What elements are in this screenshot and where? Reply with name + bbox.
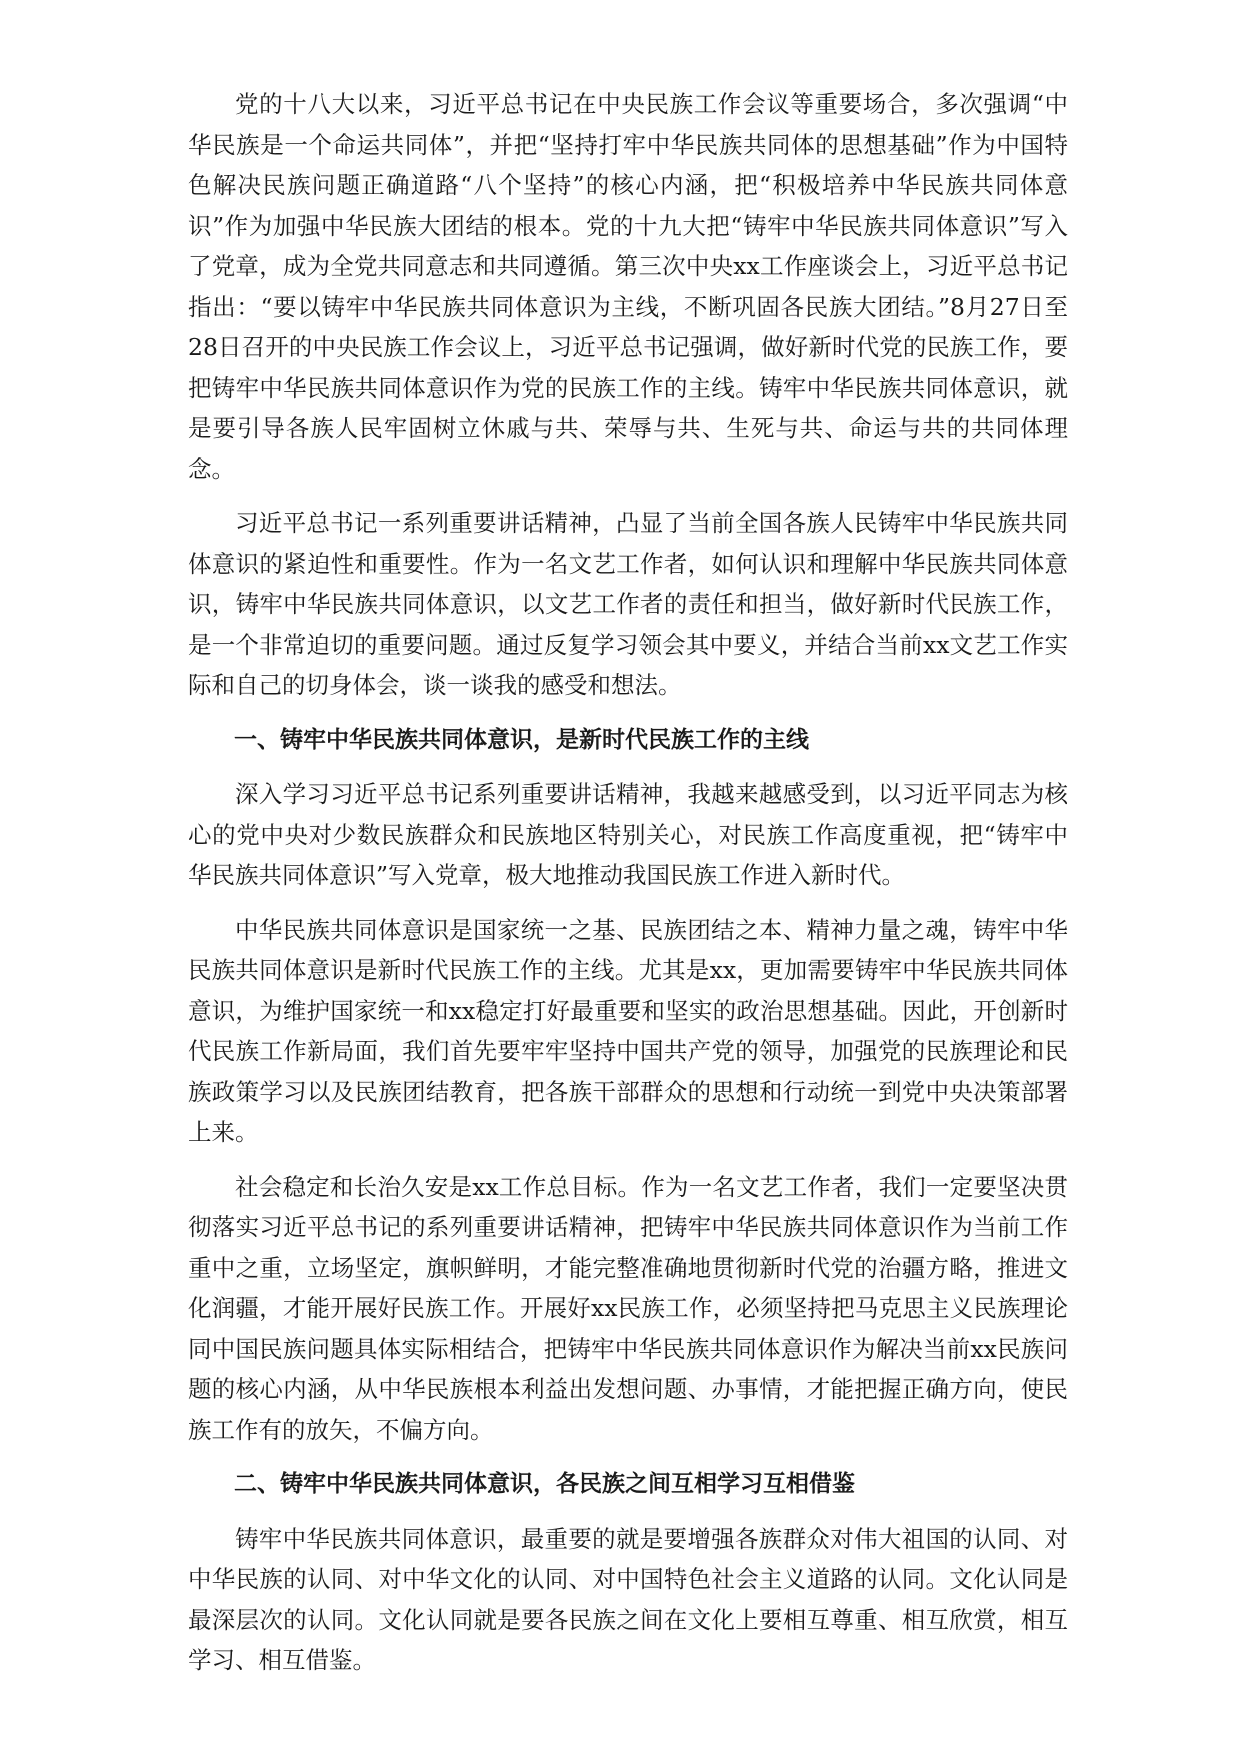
- section-heading-2: 二、铸牢中华民族共同体意识，各民族之间互相学习互相借鉴: [234, 1471, 855, 1497]
- paragraph-section1-b: 中华民族共同体意识是国家统一之基、民族团结之本、精神力量之魂，铸牢中华民族共同体意识是新时代民族工作的主线。尤其是xx，更加需要铸牢中华民族共同体意识，为维护国家统一和xx稳定打好最重要和坚实的政治思想基础。因此，开创新时代民族工作新局面，我们首先要牢牢坚持中国共产党的领导，加强党的民族理论和民族政策学习以及民族团结教育，把各族干部群众的思想和行动统一到党中央决策部署上来。: [188, 915, 1068, 1146]
- paragraph-intro: 党的十八大以来，习近平总书记在中央民族工作会议等重要场合，多次强调“中华民族是一个命运共同体”，并把“坚持打牢中华民族共同体的思想基础”作为中国特色解决民族问题正确道路“八个坚持”的核心内涵，把“积极培养中华民族共同体意识”作为加强中华民族大团结的根本。党的十九大把“铸牢中华民族共同体意识”写入了党章，成为全党共同意志和共同遵循。第三次中央xx工作座谈会上，习近平总书记指出：“要以铸牢中华民族共同体意识为主线，不断巩固各民族大团结。”8月27日至28日召开的中央民族工作会议上，习近平总书记强调，做好新时代党的民族工作，要把铸牢中华民族共同体意识作为党的民族工作的主线。铸牢中华民族共同体意识，就是要引导各族人民牢固树立休戚与共、荣辱与共、生死与共、命运与共的共同体理念。: [188, 90, 1068, 483]
- paragraph-section1-a: 深入学习习近平总书记系列重要讲话精神，我越来越感受到，以习近平同志为核心的党中央对少数民族群众和民族地区特别关心，对民族工作高度重视，把“铸牢中华民族共同体意识”写入党章，极大地推动我国民族工作进入新时代。: [188, 780, 1068, 889]
- paragraph-significance: 习近平总书记一系列重要讲话精神，凸显了当前全国各族人民铸牢中华民族共同体意识的紧迫性和重要性。作为一名文艺工作者，如何认识和理解中华民族共同体意识，铸牢中华民族共同体意识，以文艺工作者的责任和担当，做好新时代民族工作，是一个非常迫切的重要问题。通过反复学习领会其中要义，并结合当前xx文艺工作实际和自己的切身体会，谈一谈我的感受和想法。: [188, 509, 1068, 699]
- paragraph-section2-a: 铸牢中华民族共同体意识，最重要的就是要增强各族群众对伟大祖国的认同、对中华民族的认同、对中华文化的认同、对中国特色社会主义道路的认同。文化认同是最深层次的认同。文化认同就是要各民族之间在文化上要相互尊重、相互欣赏，相互学习、相互借鉴。: [188, 1524, 1068, 1674]
- section-heading-1: 一、铸牢中华民族共同体意识，是新时代民族工作的主线: [234, 726, 809, 753]
- paragraph-section1-c: 社会稳定和长治久安是xx工作总目标。作为一名文艺工作者，我们一定要坚决贯彻落实习近平总书记的系列重要讲话精神，把铸牢中华民族共同体意识作为当前工作重中之重，立场坚定，旗帜鲜明，才能完整准确地贯彻新时代党的治疆方略，推进文化润疆，才能开展好民族工作。开展好xx民族工作，必须坚持把马克思主义民族理论同中国民族问题具体实际相结合，把铸牢中华民族共同体意识作为解决当前xx民族问题的核心内涵，从中华民族根本利益出发想问题、办事情，才能把握正确方向，使民族工作有的放矢，不偏方向。: [188, 1172, 1068, 1444]
- document-body: [188, 84, 1068, 1695]
